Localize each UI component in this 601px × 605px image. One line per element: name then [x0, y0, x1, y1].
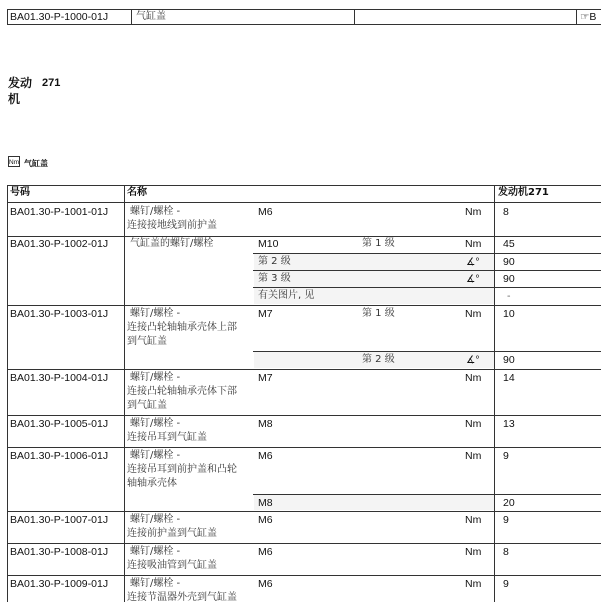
- row-unit: Nm: [465, 546, 482, 558]
- row-code: BA01.30-P-1008-01J: [10, 546, 109, 558]
- row-line: [7, 369, 601, 370]
- row-value: 9: [503, 578, 509, 590]
- row-line: [7, 305, 601, 306]
- section-title-number: 271: [42, 77, 61, 89]
- doc-code: BA01.30-P-1000-01J: [10, 11, 109, 23]
- row-thread: M7: [258, 372, 273, 384]
- col-header-code: 号码: [10, 187, 30, 198]
- row-code: BA01.30-P-1001-01J: [10, 206, 109, 218]
- row-name: 螺钉/螺栓 -: [130, 578, 181, 589]
- row-stage: 第 1 级: [362, 308, 395, 319]
- col-header-engine: 发动机271: [498, 187, 549, 198]
- row-name: 到气缸盖: [127, 400, 167, 411]
- row-code: BA01.30-P-1009-01J: [10, 578, 109, 590]
- angle-icon: ∡°: [466, 354, 480, 366]
- row-code: BA01.30-P-1005-01J: [10, 418, 109, 430]
- row-code: BA01.30-P-1003-01J: [10, 308, 109, 320]
- row-value: 20: [503, 497, 515, 509]
- row-name: 连接吸油管到气缸盖: [127, 560, 217, 571]
- row-thread: M6: [258, 206, 273, 218]
- row-unit: Nm: [465, 206, 482, 218]
- row-value: 14: [503, 372, 515, 384]
- row-thread: M7: [258, 308, 273, 320]
- row-value: 90: [503, 273, 515, 285]
- row-value: 90: [503, 354, 515, 366]
- col-line-engine: [494, 185, 495, 602]
- section-subtitle: 气缸盖: [24, 159, 48, 168]
- doc-corner-link[interactable]: [580, 10, 596, 24]
- row-name: 螺钉/螺栓 -: [130, 546, 181, 557]
- row-name: 连接吊耳到前护盖和凸轮: [127, 464, 237, 475]
- row-name: 连接凸轮轴轴承壳体下部: [127, 386, 237, 397]
- row-stage: 第 2 级: [362, 354, 395, 365]
- doc-corner-text: B: [589, 11, 597, 23]
- col-line-code: [124, 185, 125, 602]
- row-line: [7, 511, 601, 512]
- row-line: [7, 447, 601, 448]
- row-thread: M6: [258, 514, 273, 526]
- doc-blank-cell: [354, 9, 577, 25]
- row-value: 9: [503, 450, 509, 462]
- row-code: BA01.30-P-1007-01J: [10, 514, 109, 526]
- row-name: 到气缸盖: [127, 336, 167, 347]
- row-name: 螺钉/螺栓 -: [130, 514, 181, 525]
- angle-icon: ∡°: [466, 273, 480, 285]
- row-thread: 第 2 级: [258, 256, 291, 267]
- pointing-hand-icon: ☞: [580, 11, 590, 23]
- row-unit: Nm: [465, 450, 482, 462]
- row-name: 连接前护盖到气缸盖: [127, 528, 217, 539]
- row-name: 连接凸轮轴轴承壳体上部: [127, 322, 237, 333]
- row-name: 连接接地线到前护盖: [127, 220, 217, 231]
- row-line: [7, 202, 601, 203]
- row-thread: M10: [258, 238, 279, 250]
- row-value: 10: [503, 308, 515, 320]
- row-value: 45: [503, 238, 515, 250]
- row-unit: Nm: [465, 308, 482, 320]
- row-value: 90: [503, 256, 515, 268]
- row-value: -: [507, 290, 511, 302]
- row-line: [7, 543, 601, 544]
- row-name: 连接节温器外壳到气缸盖: [127, 592, 237, 603]
- row-name: 螺钉/螺栓 -: [130, 206, 181, 217]
- row-thread: 第 3 级: [258, 273, 291, 284]
- row-thread: M6: [258, 546, 273, 558]
- row-line: [7, 415, 601, 416]
- row-code: BA01.30-P-1006-01J: [10, 450, 109, 462]
- row-value: 8: [503, 206, 509, 218]
- row-unit: Nm: [465, 418, 482, 430]
- section-title-line1: 发动: [8, 76, 33, 90]
- col-header-name: 名称: [127, 187, 147, 198]
- row-unit: Nm: [465, 238, 482, 250]
- row-unit: Nm: [465, 578, 482, 590]
- row-name: 螺钉/螺栓 -: [130, 372, 181, 383]
- doc-title: 气缸盖: [136, 11, 166, 22]
- section-title-line2: 机: [8, 92, 21, 106]
- row-code: BA01.30-P-1002-01J: [10, 238, 109, 250]
- row-unit: Nm: [465, 514, 482, 526]
- col-line-left: [7, 185, 8, 602]
- row-unit: Nm: [465, 372, 482, 384]
- row-stage: 第 1 级: [362, 238, 395, 249]
- row-thread: M8: [258, 418, 273, 430]
- row-value: 13: [503, 418, 515, 430]
- row-thread: M6: [258, 578, 273, 590]
- row-thread: M8: [258, 497, 273, 509]
- row-name: 螺钉/螺栓 -: [130, 418, 181, 429]
- row-name: 连接吊耳到气缸盖: [127, 432, 207, 443]
- row-value: 8: [503, 546, 509, 558]
- row-line: [7, 575, 601, 576]
- torque-nm-icon: Nm: [8, 156, 20, 167]
- row-name: 轴轴承壳体: [127, 478, 177, 489]
- angle-icon: ∡°: [466, 256, 480, 268]
- row-name: 螺钉/螺栓 -: [130, 450, 181, 461]
- row-name: 螺钉/螺栓 -: [130, 308, 181, 319]
- row-value: 9: [503, 514, 509, 526]
- row-see-image-link[interactable]: 有关图片, 见: [258, 290, 315, 301]
- row-shade: [254, 495, 494, 510]
- row-name: 气缸盖的螺钉/螺栓: [130, 238, 214, 249]
- row-thread: M6: [258, 450, 273, 462]
- row-code: BA01.30-P-1004-01J: [10, 372, 109, 384]
